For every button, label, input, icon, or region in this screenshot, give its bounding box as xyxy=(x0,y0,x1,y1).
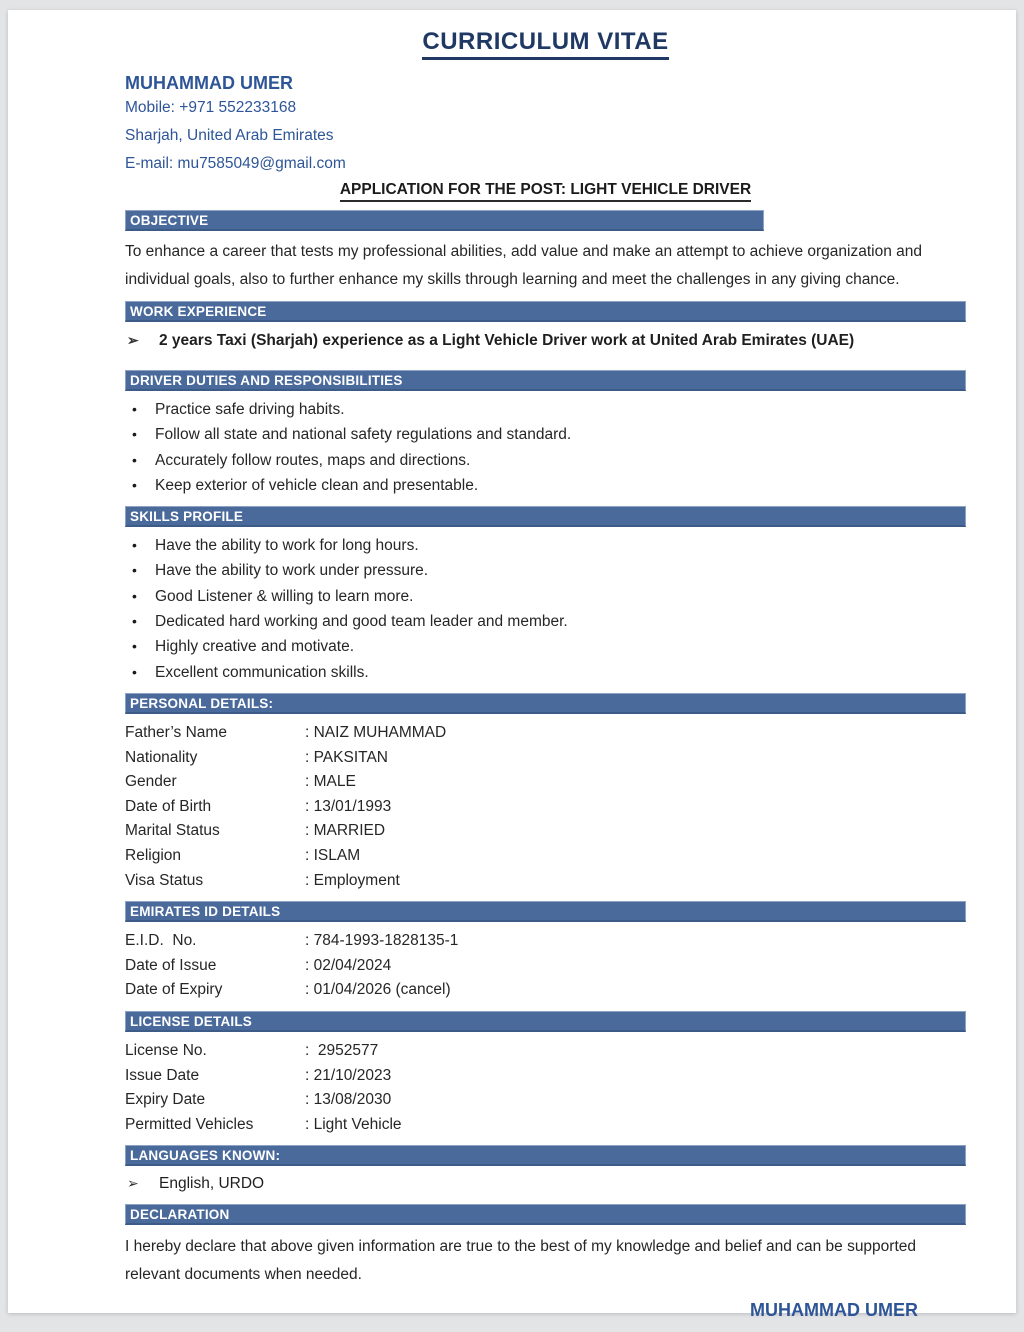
arrow-bullet-icon: ➢ xyxy=(127,1175,139,1192)
section-heading-driver-duties: DRIVER DUTIES AND RESPONSIBILITIES xyxy=(125,370,966,391)
skills-list-item xyxy=(125,660,966,685)
detail-value: : 01/04/2026 (cancel) xyxy=(305,981,451,999)
detail-value: : 13/08/2030 xyxy=(305,1091,392,1109)
detail-value: : Employment xyxy=(305,871,400,889)
detail-row xyxy=(125,770,966,795)
section-heading-declaration: DECLARATION xyxy=(125,1204,966,1225)
person-name: MUHAMMAD UMER xyxy=(125,73,293,93)
detail-label: Nationality xyxy=(125,748,198,766)
detail-row xyxy=(125,929,966,954)
section-heading-languages: LANGUAGES KNOWN: xyxy=(125,1145,966,1166)
skills-list-item-text: Excellent communication skills. xyxy=(155,663,369,681)
section-heading-work-experience: WORK EXPERIENCE xyxy=(125,301,966,322)
contact-email: E-mail: mu7585049@gmail.com xyxy=(125,155,346,172)
duties-list-item xyxy=(125,397,966,422)
duties-list-item xyxy=(125,422,966,447)
duties-list-item-text: Accurately follow routes, maps and directions. xyxy=(155,451,471,469)
detail-label: E.I.D. No. xyxy=(125,932,197,950)
cv-content xyxy=(8,10,1016,1321)
skills-list-item-text: Dedicated hard working and good team leader and member. xyxy=(155,613,568,631)
signature-name: MUHAMMAD UMER xyxy=(750,1300,918,1321)
detail-label: Father’s Name xyxy=(125,723,227,741)
skills-list xyxy=(125,533,966,685)
bullet-icon: • xyxy=(132,451,137,468)
detail-value: : Light Vehicle xyxy=(305,1115,402,1133)
detail-value: : 784-1993-1828135-1 xyxy=(305,932,459,950)
duties-list-item xyxy=(125,473,966,498)
bullet-icon: • xyxy=(132,663,137,680)
section-heading-license: LICENSE DETAILS xyxy=(125,1011,966,1032)
skills-list-item xyxy=(125,533,966,558)
section-heading-emirates-id: EMIRATES ID DETAILS xyxy=(125,901,966,922)
bullet-icon: • xyxy=(132,537,137,554)
application-heading xyxy=(125,181,966,202)
detail-label: Permitted Vehicles xyxy=(125,1115,254,1133)
detail-row xyxy=(125,1064,966,1089)
document-page xyxy=(8,10,1016,1321)
skills-list-item xyxy=(125,558,966,583)
objective-text: To enhance a career that tests my professional abilities, add value and make an attempt to achieve organization and individual goals, also to further enhance my skills through learning and meet the challenges in any giving chance. xyxy=(125,243,923,288)
detail-row xyxy=(125,1088,966,1113)
detail-value: : NAIZ MUHAMMAD xyxy=(305,723,447,741)
detail-value: : MALE xyxy=(305,773,356,791)
languages-item xyxy=(125,1175,966,1193)
bullet-icon: • xyxy=(132,587,137,604)
contact-address: Sharjah, United Arab Emirates xyxy=(125,127,334,144)
work-experience-item-text: 2 years Taxi (Sharjah) experience as a Light Vehicle Driver work at United Arab Emirates (UAE) xyxy=(159,332,855,349)
detail-label: Expiry Date xyxy=(125,1091,206,1109)
detail-row xyxy=(125,844,966,869)
detail-row xyxy=(125,746,966,771)
work-experience-item xyxy=(125,332,966,350)
duties-list-item-text: Follow all state and national safety regulations and standard. xyxy=(155,426,572,444)
declaration-text: I hereby declare that above given information are true to the best of my knowledge and belief and can be supported relevant documents when needed. xyxy=(125,1238,917,1284)
detail-value: : MARRIED xyxy=(305,822,386,840)
bullet-icon: • xyxy=(132,562,137,579)
detail-label: Date of Birth xyxy=(125,797,212,815)
section-heading-personal-details: PERSONAL DETAILS: xyxy=(125,693,966,714)
skills-list-item xyxy=(125,609,966,634)
duties-list xyxy=(125,397,966,498)
skills-list-item-text: Have the ability to work for long hours. xyxy=(155,537,419,555)
detail-row xyxy=(125,795,966,820)
bullet-icon: • xyxy=(132,426,137,443)
duties-list-item-text: Practice safe driving habits. xyxy=(155,401,345,418)
detail-row xyxy=(125,1113,966,1138)
bullet-icon: • xyxy=(132,476,137,493)
detail-label: License No. xyxy=(125,1041,207,1059)
section-heading-objective: OBJECTIVE xyxy=(125,210,764,231)
detail-row xyxy=(125,721,966,746)
detail-value: : 21/10/2023 xyxy=(305,1066,392,1084)
skills-list-item-text: Have the ability to work under pressure. xyxy=(155,562,429,580)
detail-label: Date of Expiry xyxy=(125,981,223,999)
detail-value: : PAKSITAN xyxy=(305,748,388,766)
cv-title-text: CURRICULUM VITAE xyxy=(422,28,668,60)
detail-label: Marital Status xyxy=(125,822,220,840)
detail-label: Date of Issue xyxy=(125,956,217,974)
detail-value: : 2952577 xyxy=(305,1041,379,1059)
duties-list-item-text: Keep exterior of vehicle clean and presentable. xyxy=(155,476,479,494)
detail-row xyxy=(125,819,966,844)
languages-item-text: English, URDO xyxy=(159,1175,265,1193)
bullet-icon: • xyxy=(132,401,137,417)
detail-row xyxy=(125,978,966,1003)
skills-list-item xyxy=(125,584,966,609)
detail-row xyxy=(125,954,966,979)
application-heading-text: APPLICATION FOR THE POST: LIGHT VEHICLE DRIVER xyxy=(340,181,751,202)
detail-row xyxy=(125,1039,966,1064)
detail-value: : 02/04/2024 xyxy=(305,956,392,974)
personal-details-rows xyxy=(125,721,966,893)
duties-list-item xyxy=(125,448,966,473)
skills-list-item-text: Good Listener & willing to learn more. xyxy=(155,587,414,605)
section-heading-skills: SKILLS PROFILE xyxy=(125,506,966,527)
detail-row xyxy=(125,869,966,894)
detail-label: Gender xyxy=(125,773,177,791)
contact-mobile: Mobile: +971 552233168 xyxy=(125,99,297,116)
detail-label: Visa Status xyxy=(125,871,204,889)
detail-label: Issue Date xyxy=(125,1066,200,1084)
cv-title xyxy=(125,28,966,60)
detail-label: Religion xyxy=(125,846,182,864)
bullet-icon: • xyxy=(132,638,137,655)
arrow-bullet-icon: ➢ xyxy=(127,332,139,348)
license-rows xyxy=(125,1039,966,1137)
bullet-icon: • xyxy=(132,613,137,630)
detail-value: : ISLAM xyxy=(305,846,361,864)
skills-list-item xyxy=(125,634,966,659)
emirates-id-rows xyxy=(125,929,966,1003)
detail-value: : 13/01/1993 xyxy=(305,797,392,815)
skills-list-item-text: Highly creative and motivate. xyxy=(155,638,355,656)
